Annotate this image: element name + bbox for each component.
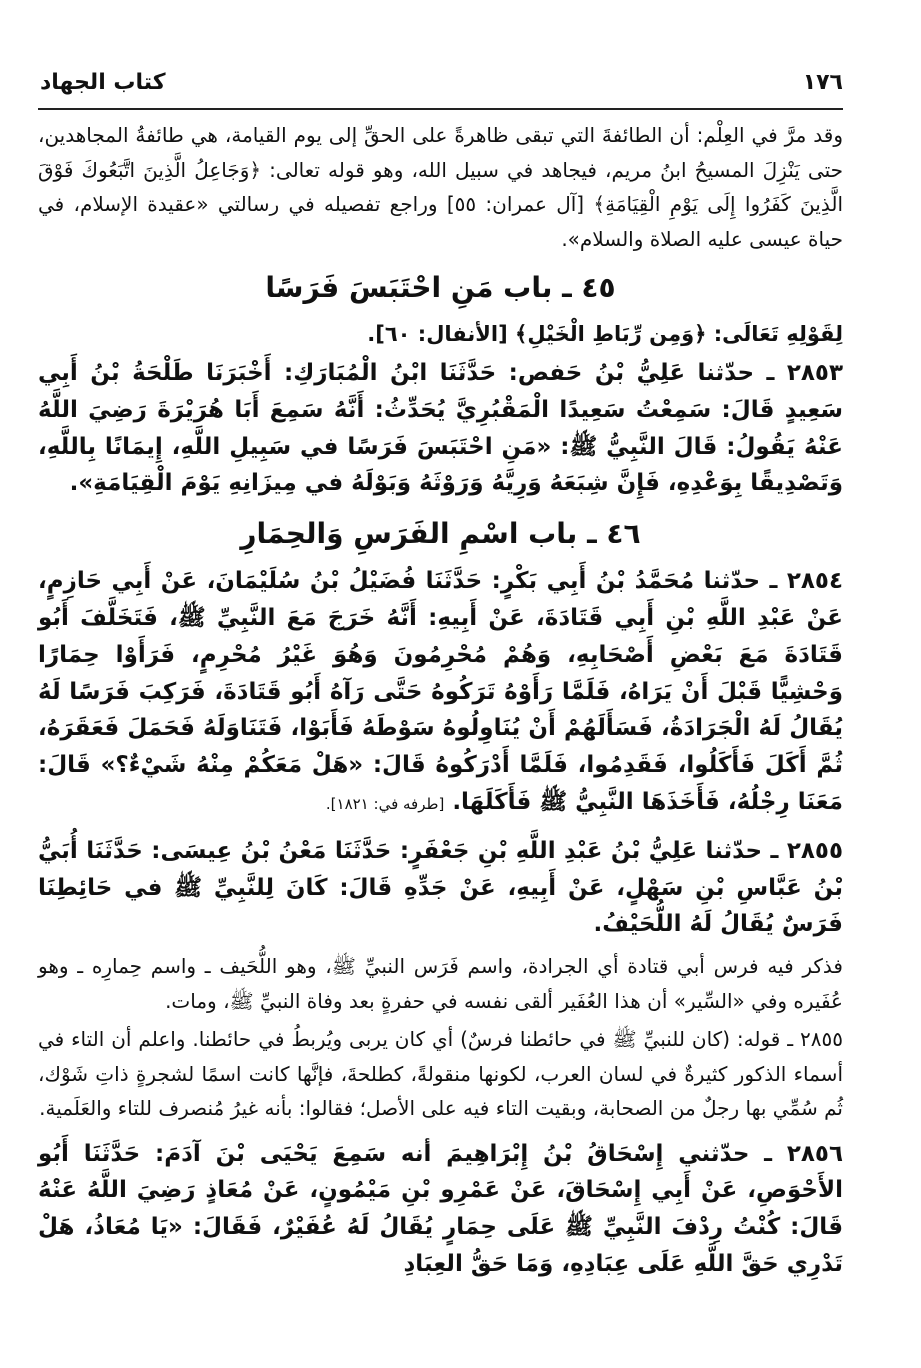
header-rule — [38, 108, 843, 110]
hadith-2855: ٢٨٥٥ ـ حدّثنا عَلِيُّ بْنُ عَبْدِ اللَّهِ بْنِ جَعْفَرٍ: حَدَّثَنَا مَعْنُ بْنُ عِيسَى: حَدَّثَنَا أُبَيُّ بْنُ عَبَّاسِ بْنِ سَهْلٍ، عَنْ أَبِيهِ، عَنْ جَدِّهِ قَالَ: كَانَ لِلنَّبِيِّ ﷺ في حَائِطِنَا فَرَسٌ يُقَالُ لَهُ اللُّحَيْفُ. — [38, 837, 843, 938]
intro-commentary: وقد مرَّ في العِلْم: أن الطائفةَ التي تبقى ظاهرةً على الحقِّ إلى يوم القيامة، هي طائفةُ المجاهدين، حتى يَنْزِلَ المسيحُ ابنُ مريم، فيجاهد في سبيل الله، وهو قوله تعالى: ﴿وَجَاعِلُ الَّذِينَ اتَّبَعُوكَ فَوْقَ الَّذِينَ كَفَرُوا إِلَى يَوْمِ الْقِيَامَةِ﴾ [آل عمران: ٥٥] وراجع تفصيله في رسالتي «عقيدة الإسلام، في حياة عيسى عليه الصلاة والسلام». — [38, 123, 843, 251]
hadith-2854-reference: [طرفه في: ١٨٢١]. — [325, 794, 445, 813]
chapter-heading-46: ٤٦ ـ باب اسْمِ الفَرَسِ وَالحِمَارِ — [240, 517, 641, 551]
page-header — [40, 62, 843, 102]
page-number: ١٧٦ — [802, 69, 843, 95]
hadith-2853: ٢٨٥٣ ـ حدّثنا عَلِيُّ بْنُ حَفص: حَدَّثَنَا ابْنُ الْمُبَارَكِ: أَخْبَرَنَا طَلْحَةُ بْنُ أَبِي سَعِيدٍ قَالَ: سَمِعْتُ سَعِيدًا الْمَقْبُرِيَّ يُحَدِّثُ: أَنَّهُ سَمِعَ أَبَا هُرَيْرَةَ رَضِيَ اللَّهُ عَنْهُ يَقُولُ: قَالَ النَّبِيُّ ﷺ: «مَنِ احْتَبَسَ فَرَسًا في سَبِيلِ اللَّهِ، إِيمَانًا بِاللَّهِ، وَتَصْدِيقًا بِوَعْدِهِ، فَإِنَّ شِبَعَهُ وَرِيَّهُ وَرَوْثَهُ وَبَوْلَهُ في مِيزَانِهِ يَوْمَ الْقِيَامَةِ». — [38, 360, 843, 497]
hadith-2854 — [38, 563, 843, 823]
page-body — [38, 118, 843, 1283]
quran-citation: لِقَوْلِهِ تَعَالَى: ﴿وَمِن رِّبَاطِ الْخَيْلِ﴾ [الأنفال: ٦٠]. — [367, 322, 843, 346]
commentary-2855: ٢٨٥٥ ـ قوله: (كان للنبيِّ ﷺ في حائطنا فرسٌ) أي كان يربى ويُربطُ في حائطنا. واعلم أن التاء في أسماء الذكور كثيرةٌ في لسان العرب، لكونها منقولةً، كطلحةَ، فإنَّها كانت اسمًا لشجرةٍ ذاتِ شَوْك، ثُم سُمِّي بها رجلٌ من الصحابة، وبقيت التاء فيه على الأصل؛ فقالوا: بأنه غيرُ مُنصرف للتاء والعَلَمية. — [38, 1027, 843, 1121]
book-title: كتاب الجهاد — [40, 69, 166, 95]
chapter-heading-45: ٤٥ ـ باب مَنِ احْتَبَسَ فَرَسًا — [265, 271, 616, 304]
commentary-horse-names: فذكر فيه فرس أبي قتادة أي الجرادة، واسم فَرَس النبيِّ ﷺ، وهو اللُّحَيف ـ واسم حِمارِه ـ وهو عُفَيره وفي «السِّير» أن هذا العُفَير ألقى نفسه في حفرةٍ بعد وفاة النبيِّ ﷺ، ومات. — [38, 954, 843, 1013]
hadith-2854-text: ٢٨٥٤ ـ حدّثنا مُحَمَّدُ بْنُ أَبِي بَكْرٍ: حَدَّثَنَا فُضَيْلُ بْنُ سُلَيْمَانَ، عَنْ أَبِي حَازِمٍ، عَنْ عَبْدِ اللَّهِ بْنِ أَبِي قَتَادَةَ، عَنْ أَبِيهِ: أَنَّهُ خَرَجَ مَعَ النَّبِيِّ ﷺ، فَتَخَلَّفَ أَبُو قَتَادَةَ مَعَ بَعْضِ أَصْحَابِهِ، وَهُمْ مُحْرِمُونَ وَهُوَ غَيْرُ مُحْرِمٍ، فَرَأَوْا حِمَارًا وَحْشِيًّا قَبْلَ أَنْ يَرَاهُ، فَلَمَّا رَأَوْهُ تَرَكُوهُ حَتَّى رَآهُ أَبُو قَتَادَةَ، فَرَكِبَ فَرَسًا لَهُ يُقَالُ لَهُ الْجَرَادَةُ، فَسَأَلَهُمْ أَنْ يُنَاوِلُوهُ سَوْطَهُ فَأَبَوْا، فَتَنَاوَلَهُ فَحَمَلَ فَعَقَرَهُ، ثُمَّ أَكَلَ فَأَكَلُوا، فَقَدِمُوا، فَلَمَّا أَدْرَكُوهُ قَالَ: «هَلْ مَعَكُمْ مِنْهُ شَيْءٌ؟» قَالَ: مَعَنَا رِجْلُهُ، فَأَخَذَهَا النَّبِيُّ ﷺ فَأَكَلَهَا. — [38, 568, 843, 815]
hadith-2856: ٢٨٥٦ ـ حدّثني إِسْحَاقُ بْنُ إِبْرَاهِيمَ أنه سَمِعَ يَحْيَى بْنَ آدَمَ: حَدَّثَنَا أَبُو الأَحْوَصِ، عَنْ أَبِي إِسْحَاقَ، عَنْ عَمْرِو بْنِ مَيْمُونٍ، عَنْ مُعَاذٍ رَضِيَ اللَّهُ عَنْهُ قَالَ: كُنْتُ رِدْفَ النَّبِيِّ ﷺ عَلَى حِمَارٍ يُقَالُ لَهُ عُفَيْرٌ، فَقَالَ: «يَا مُعَاذُ، هَلْ تَدْرِي حَقَّ اللَّهِ عَلَى عِبَادِهِ، وَمَا حَقُّ العِبَادِ — [38, 1140, 843, 1278]
